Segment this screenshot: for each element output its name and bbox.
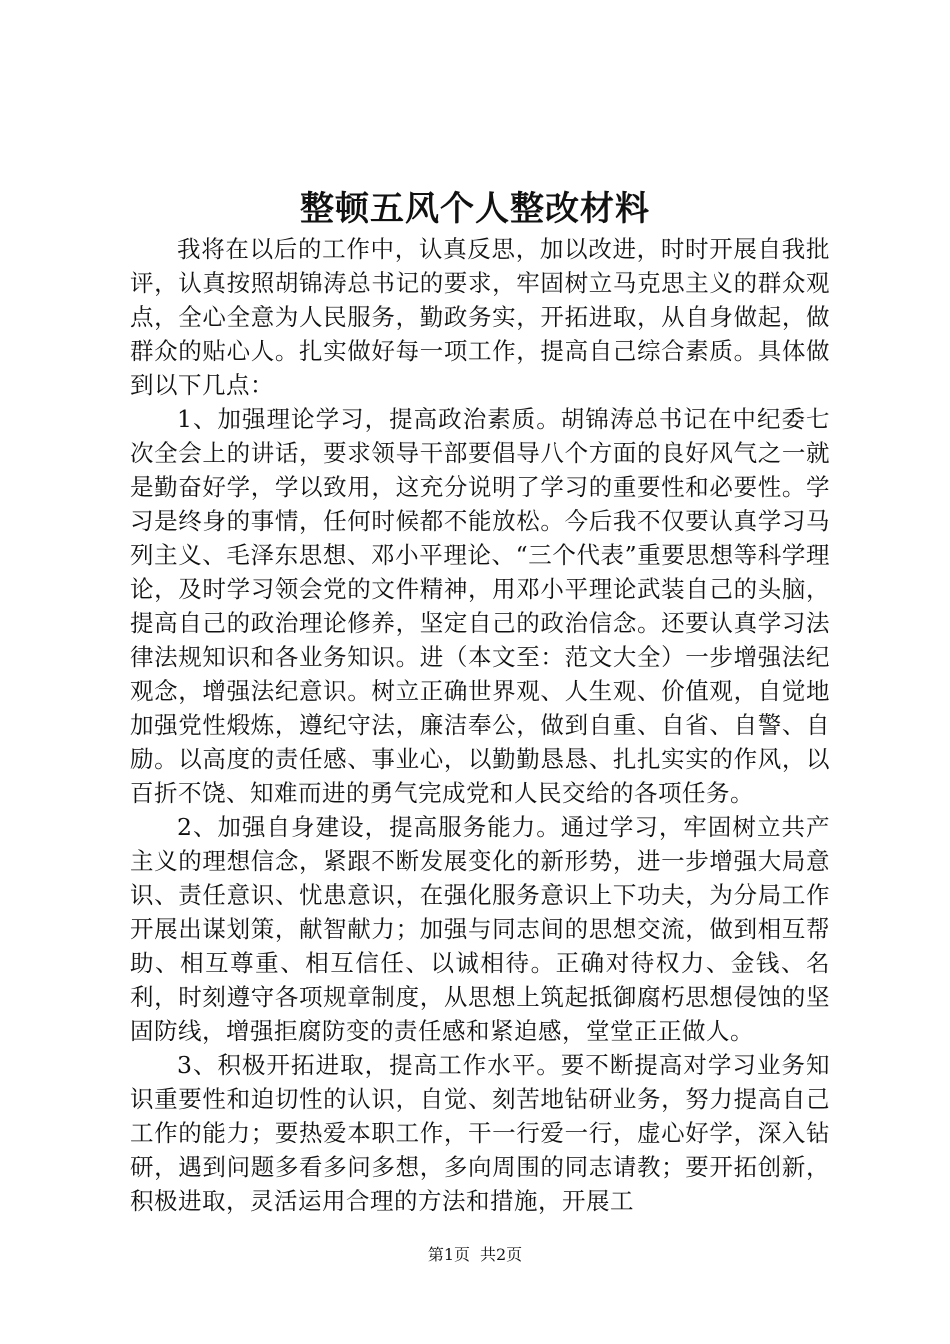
page-number-total: 共2页: [480, 1245, 523, 1264]
page-footer: [0, 1244, 950, 1266]
paragraph-point-2: 2、加强自身建设，提高服务能力。通过学习，牢固树立共产主义的理想信念，紧跟不断发展变化的新形势，进一步增强大局意识、责任意识、忧患意识，在强化服务意识上下功夫，为分局工作开展出谋划策，献智献力；加强与同志间的思想交流，做到相互帮助、相互尊重、相互信任、以诚相待。正确对待权力、金钱、名利，时刻遵守各项规章制度，从思想上筑起抵御腐朽思想侵蚀的坚固防线，增强拒腐防变的责任感和紧迫感，堂堂正正做人。: [130, 813, 830, 1045]
paragraph-point-3: 3、积极开拓进取，提高工作水平。要不断提高对学习业务知识重要性和迫切性的认识，自觉、刻苦地钻研业务，努力提高自己工作的能力；要热爱本职工作，干一行爱一行，虚心好学，深入钻研，遇到问题多看多问多想，多向周围的同志请教；要开拓创新，积极进取，灵活运用合理的方法和措施，开展工: [130, 1051, 830, 1215]
document-body: [130, 232, 830, 1218]
paragraph-intro: 我将在以后的工作中，认真反思，加以改进，时时开展自我批评，认真按照胡锦涛总书记的要求，牢固树立马克思主义的群众观点，全心全意为人民服务，勤政务实，开拓进取，从自身做起，做群众的贴心人。扎实做好每一项工作，提高自己综合素质。具体做到以下几点：: [130, 235, 830, 399]
document-title: 整顿五风个人整改材料: [300, 189, 650, 229]
page-number-current: 第1页: [427, 1245, 470, 1264]
paragraph-point-1: 1、加强理论学习，提高政治素质。胡锦涛总书记在中纪委七次全会上的讲话，要求领导干部要倡导八个方面的良好风气之一就是勤奋好学，学以致用，这充分说明了学习的重要性和必要性。学习是终身的事情，任何时候都不能放松。今后我不仅要认真学习马列主义、毛泽东思想、邓小平理论、“三个代表”重要思想等科学理论，及时学习领会党的文件精神，用邓小平理论武装自己的头脑，提高自己的政治理论修养，坚定自己的政治信念。还要认真学习法律法规知识和各业务知识。进（本文至：范文大全）一步增强法纪观念，增强法纪意识。树立正确世界观、人生观、价值观，自觉地加强党性煅炼，遵纪守法，廉洁奉公，做到自重、自省、自警、自励。以高度的责任感、事业心，以勤勤恳恳、扎扎实实的作风，以百折不饶、知难而进的勇气完成党和人民交给的各项任务。: [130, 405, 830, 807]
